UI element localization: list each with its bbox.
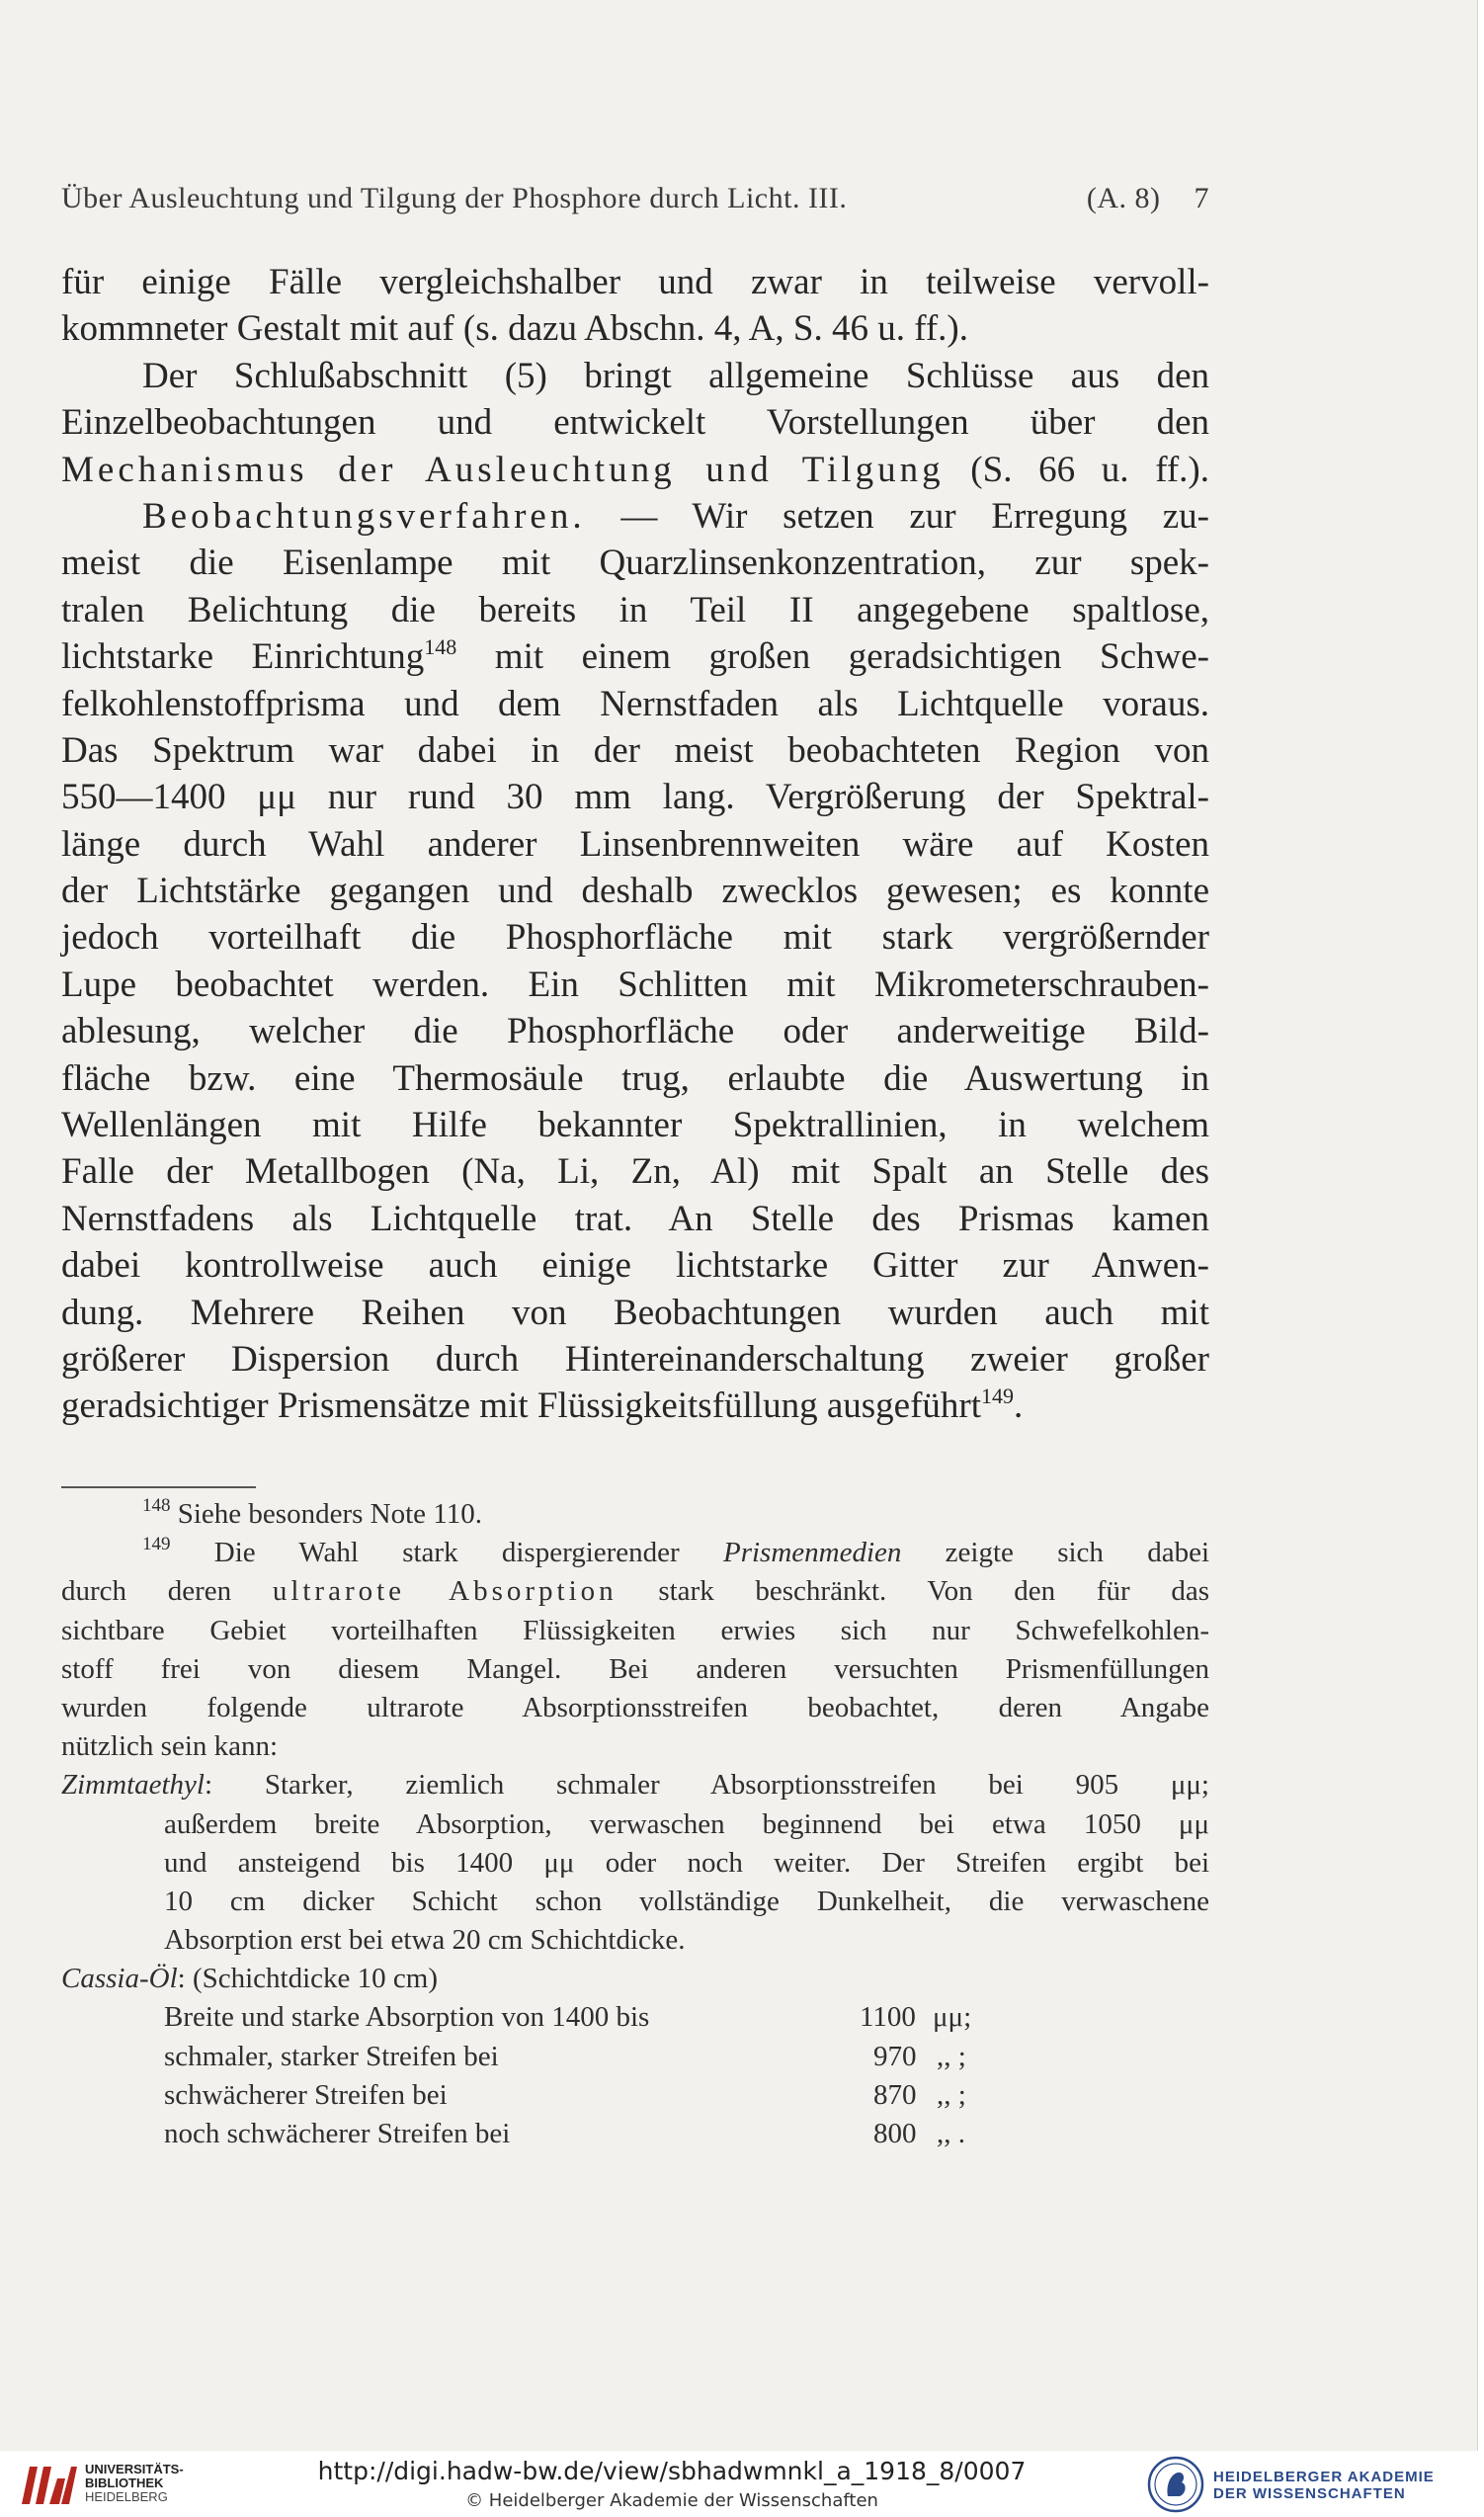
italic-text: Prismenmedien — [722, 1537, 902, 1569]
spaced-text: ultrarote Absorption — [272, 1575, 618, 1608]
text-line: tralen Belichtung die bereits in Teil II angegebene spaltlose, — [61, 589, 1209, 630]
text-segment: mit einem großen geradsichtigen Schwe- — [456, 636, 1209, 678]
text-segment: Siehe besonders Note 110. — [170, 1498, 482, 1530]
table-row — [61, 2076, 1209, 2115]
text-line: Absorption erst bei etwa 20 cm Schichtdicke. — [164, 1924, 686, 1957]
footnote-ref-148[interactable]: 148 — [424, 634, 457, 660]
academy-line: HEIDELBERGER AKADEMIE — [1213, 2469, 1435, 2485]
table-row — [61, 2115, 1209, 2153]
footnote-mark: 148 — [142, 1495, 171, 1516]
text-segment: : (Schichtdicke 10 cm) — [177, 1963, 438, 1995]
running-head — [61, 182, 1209, 215]
text-segment: Die Wahl stark dispergierender — [170, 1537, 723, 1569]
text-line — [61, 493, 1209, 540]
text-segment: (S. 66 u. ff.). — [944, 449, 1209, 490]
text-line: Nernstfadens als Lichtquelle trat. An Stelle des Prismas kamen — [61, 1198, 1209, 1239]
table-row — [61, 2038, 1209, 2076]
row-label: Breite und starke Absorption von 1400 bis — [164, 2001, 650, 2034]
row-value: 1100 — [860, 2001, 916, 2034]
text-line: ablesung, welcher die Phosphorfläche oder anderweitige Bild- — [61, 1011, 1209, 1052]
substance-label: Cassia-Öl — [61, 1963, 178, 1995]
text-line: 10 cm dicker Schicht schon vollständige Dunkelheit, die verwaschene — [164, 1885, 1209, 1917]
footnote-149 — [61, 1534, 1209, 1572]
text-line: 550—1400 μμ nur rund 30 mm lang. Vergrößerung der Spektral- — [61, 777, 1209, 818]
text-line — [61, 1383, 1209, 1429]
row-value: 800 — [873, 2118, 917, 2149]
row-unit: ,, . — [937, 2118, 965, 2149]
substance-label: Zimmtaethyl — [61, 1769, 205, 1802]
row-unit: ,, ; — [937, 2040, 966, 2072]
text-line: der Lichtstärke gegangen und deshalb zwecklos gewesen; es konnte — [61, 871, 1209, 912]
text-line — [61, 447, 1209, 493]
academy-line: DER WISSENSCHAFTEN — [1213, 2485, 1406, 2502]
footer — [0, 2451, 1484, 2517]
text-line: größerer Dispersion durch Hintereinanderschaltung zweier großer — [61, 1338, 1209, 1380]
text-line: Einzelbeobachtungen und entwickelt Vorstellungen über den — [61, 402, 1209, 444]
page-number: 7 — [1194, 182, 1209, 214]
text-line: dabei kontrollweise auch einige lichtstarke Gitter zur Anwen- — [61, 1245, 1209, 1287]
text-line: außerdem breite Absorption, verwaschen beginnend bei etwa 1050 μμ — [164, 1807, 1209, 1840]
row-value: 970 — [873, 2040, 917, 2072]
text-line: felkohlenstoffprisma und dem Nernstfaden als Lichtquelle voraus. — [61, 683, 1209, 724]
main-text — [61, 259, 1209, 1430]
text-line: für einige Fälle vergleichshalber und zwar in teilweise vervoll- — [61, 262, 1209, 302]
text-segment: stark beschränkt. Von den für das — [617, 1575, 1210, 1608]
row-label: noch schwächerer Streifen bei — [164, 2118, 511, 2149]
permalink[interactable]: http://digi.hadw-bw.de/view/sbhadwmnkl_a_1918_8/0007 — [317, 2457, 1027, 2485]
text-segment: geradsichtiger Prismensätze mit Flüssigkeitsfüllung ausgeführt — [61, 1385, 981, 1427]
text-line: Falle der Metallbogen (Na, Li, Zn, Al) mit Spalt an Stelle des — [61, 1151, 1209, 1193]
text-line — [61, 1572, 1209, 1611]
section-heading: Beobachtungsverfahren. — [142, 495, 586, 537]
running-head-section: (A. 8) — [1086, 182, 1161, 214]
text-line: Wellenlängen mit Hilfe bekannter Spektrallinien, in welchem — [61, 1105, 1209, 1146]
text-line: und ansteigend bis 1400 μμ oder noch weiter. Der Streifen ergibt bei — [164, 1846, 1209, 1879]
text-line — [61, 1960, 1209, 1998]
text-line: meist die Eisenlampe mit Quarzlinsenkonzentration, zur spek- — [61, 543, 1209, 584]
footnotes — [61, 1495, 1209, 2153]
row-unit: μμ; — [933, 2001, 972, 2034]
text-line — [61, 633, 1209, 680]
text-line: wurden folgende ultrarote Absorptionsstreifen beobachtet, deren Angabe — [61, 1691, 1209, 1723]
text-line: dung. Mehrere Reihen von Beobachtungen wurden auch mit — [61, 1292, 1209, 1333]
academy-name — [1213, 2469, 1435, 2502]
row-label: schwächerer Streifen bei — [164, 2078, 448, 2111]
academy-seal-icon[interactable] — [1146, 2455, 1205, 2514]
library-line: UNIVERSITÄTS- — [85, 2462, 184, 2476]
footnote-divider — [61, 1486, 256, 1488]
text-line — [61, 1766, 1209, 1804]
text-line: sichtbare Gebiet vorteilhaften Flüssigkeiten erwies sich nur Schwefelkohlen- — [61, 1614, 1209, 1646]
text-line: stoff frei von diesem Mangel. Bei anderen versuchten Prismenfüllungen — [61, 1652, 1209, 1685]
running-head-title: Über Ausleuchtung und Tilgung der Phosphore durch Licht. III. — [61, 182, 848, 214]
footnote-ref-149[interactable]: 149 — [981, 1384, 1014, 1409]
footnote-mark: 149 — [142, 1534, 171, 1555]
text-segment: — Wir setzen zur Erregung zu- — [585, 495, 1209, 537]
row-label: schmaler, starker Streifen bei — [164, 2040, 499, 2072]
text-line: nützlich sein kann: — [61, 1730, 279, 1763]
text-segment: : Starker, ziemlich schmaler Absorptionsstreifen bei 905 μμ; — [205, 1769, 1209, 1802]
text-segment: lichtstarke Einrichtung — [61, 636, 425, 678]
text-line: kommneter Gestalt mit auf (s. dazu Abschn. 4, A, S. 46 u. ff.). — [61, 308, 969, 350]
text-line: fläche bzw. eine Thermosäule trug, erlaubte die Auswertung in — [61, 1057, 1209, 1099]
spaced-text: Mechanismus der Ausleuchtung und Tilgung — [61, 449, 945, 490]
library-line: BIBLIOTHEK — [85, 2475, 164, 2490]
row-value: 870 — [873, 2078, 917, 2111]
library-line: HEIDELBERG — [85, 2489, 168, 2504]
text-line: länge durch Wahl anderer Linsenbrennweiten wäre auf Kosten — [61, 823, 1209, 865]
library-name — [85, 2463, 184, 2504]
text-line: jedoch vorteilhaft die Phosphorfläche mit stark vergrößernder — [61, 917, 1209, 959]
text-segment: . — [1014, 1385, 1024, 1427]
footnote-148 — [61, 1495, 1209, 1534]
text-line: Das Spektrum war dabei in der meist beobachteten Region von — [61, 729, 1209, 771]
text-line: Der Schlußabschnitt (5) bringt allgemeine Schlüsse aus den — [142, 355, 1209, 396]
text-segment: durch deren — [61, 1575, 273, 1608]
row-unit: ,, ; — [937, 2078, 966, 2111]
text-segment: zeigte sich dabei — [901, 1537, 1210, 1569]
copyright-notice: © Heidelberger Akademie der Wissenschaften — [465, 2490, 878, 2511]
text-line: Lupe beobachtet werden. Ein Schlitten mit Mikrometerschrauben- — [61, 964, 1209, 1005]
table-row — [61, 1998, 1209, 2037]
